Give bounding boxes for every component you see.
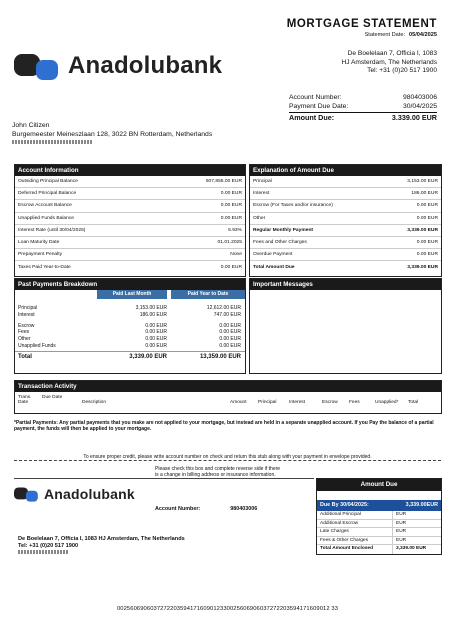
important-messages-panel	[249, 278, 442, 374]
explanation-row	[250, 200, 441, 212]
account-info-value: 0.00 EUR	[220, 264, 242, 270]
stub-amount-row	[317, 528, 441, 537]
address-change-checkbox[interactable]	[14, 462, 22, 468]
past-payment-row	[15, 343, 245, 350]
stub-amount-row	[317, 537, 441, 546]
stub-amount-row	[317, 511, 441, 520]
explanation-row	[250, 261, 441, 273]
account-info-label: Deferred Principal Balance	[18, 191, 77, 197]
past-payment-year: 0.00 EUR	[219, 342, 241, 349]
explanation-row	[250, 176, 441, 188]
past-payments-total: Total 3,339.00 EUR 13,359.00 EUR	[15, 351, 245, 362]
explanation-label: Other	[253, 215, 266, 221]
account-information-panel	[14, 164, 246, 277]
account-info-value: None	[230, 252, 242, 258]
stub-amount-label: Total Amount Enclosed	[317, 545, 393, 554]
explanation-row	[250, 249, 441, 261]
customer-address: Burgemeester Meineszlaan 128, 3022 BN Rotterdam, Netherlands	[12, 130, 213, 138]
past-payment-month: 0.00 EUR	[145, 329, 167, 336]
customer-name: John Citizen	[12, 122, 50, 129]
customer-block	[12, 122, 212, 148]
account-info-label: Prepayment Penalty	[18, 252, 63, 258]
explanation-value: 0.00 EUR	[416, 215, 438, 221]
account-info-value: 507,855.00 EUR	[205, 179, 242, 185]
past-payment-label: Interest	[18, 311, 35, 318]
past-payment-row	[15, 336, 245, 343]
explanation-label: Regular Monthly Payment	[253, 227, 314, 233]
stub-amount-due-box	[316, 478, 442, 555]
stub-divider	[14, 478, 314, 479]
past-payments-title: Past Payments Breakdown	[15, 279, 245, 290]
amount-due: 3.339.00 EUR	[391, 113, 437, 123]
bank-logo	[14, 52, 222, 80]
past-payment-year: 0.00 EUR	[219, 329, 241, 336]
transaction-columns: Trans. Date Due Date Description Amount Principal Interest Escrow Fees Unapplied* Total	[18, 395, 419, 406]
stub-redacted-scribble	[18, 550, 68, 554]
explanation-row	[250, 225, 441, 237]
statement-title: MORTGAGE STATEMENT	[286, 18, 437, 30]
past-payment-year: 747.00 EUR	[213, 311, 241, 318]
past-payment-month: 0.00 EUR	[145, 322, 167, 329]
stub-amount-value: EUR	[396, 529, 407, 535]
account-info-value: 0.00 EUR	[220, 191, 242, 197]
explanation-label: Fees and Other Charges	[253, 240, 307, 246]
logo-mark-icon	[14, 52, 62, 80]
stub-amount-row	[317, 520, 441, 529]
explanation-label: Principal	[253, 179, 272, 185]
address-change-note: Please check this box and complete reverse side if there is a change in billing address or insurance information.	[155, 466, 281, 479]
past-payment-row	[15, 312, 245, 319]
explanation-value: 0.00 EUR	[416, 240, 438, 246]
explanation-row	[250, 237, 441, 249]
account-info-value: 5.93%	[228, 227, 242, 233]
past-payment-month: 0.00 EUR	[145, 342, 167, 349]
important-messages-title: Important Messages	[250, 279, 441, 290]
account-info-row	[15, 225, 245, 237]
past-payment-label: Unapplied Funds	[18, 342, 56, 349]
account-info-label: Outsiding Principal Balance	[18, 179, 78, 185]
stub-amount-due-title: Amount Due	[317, 479, 441, 491]
stub-account-number: 980403006	[230, 506, 258, 512]
account-number: 980403006	[402, 94, 437, 101]
explanation-label: Interest	[253, 191, 270, 197]
explanation-row	[250, 188, 441, 200]
stub-brand-name: Anadolubank	[44, 486, 135, 502]
past-payment-row	[15, 323, 245, 330]
stub-logo-mark-icon	[14, 486, 40, 502]
stub-amount-row	[317, 545, 441, 554]
account-info-row	[15, 237, 245, 249]
stub-amount-label: Fees & Other Charges	[317, 537, 393, 545]
redacted-scribble	[12, 140, 92, 144]
stub-instructions: To ensure proper credit, please write account number on check and return this stub along with your payment in envelope provided.	[83, 454, 372, 460]
explanation-label: Overdue Payment	[253, 252, 293, 258]
account-summary: Account Number: 980403006 Payment Due Date: 30/04/2025 Amount Due: 3.339.00 EUR	[289, 94, 437, 123]
bank-address: De Boelelaan 7, Officia I, 1083 HJ Amsterdam, The Netherlands Tel: +31 (0)20 517 1900	[341, 50, 437, 75]
account-info-value: 0.00 EUR	[220, 215, 242, 221]
account-info-row	[15, 261, 245, 273]
past-payment-year: 12,612.00 EUR	[206, 305, 241, 311]
stub-due-by: Due By 30/04/2025: 3,339.00EUR	[317, 500, 441, 511]
past-payment-label: Other	[18, 336, 31, 343]
stub-amount-value: EUR	[396, 512, 407, 517]
account-information-title: Account Information	[15, 165, 245, 176]
past-payment-label: Principal	[18, 305, 38, 311]
past-payment-year: 0.00 EUR	[219, 322, 241, 329]
stub-amount-label: Additional Principal	[317, 511, 393, 519]
account-info-value: 01.01.2025	[217, 240, 242, 246]
account-info-label: Interest Rate (until 30/04/2025)	[18, 227, 86, 233]
account-info-row	[15, 200, 245, 212]
barcode-line: 0025606906037272203594171609012330025606906037272203594171609012 33	[116, 606, 339, 612]
explanation-row	[250, 213, 441, 225]
past-payment-label: Fees	[18, 329, 30, 336]
explanation-value: 0.00 EUR	[416, 252, 438, 258]
account-info-label: Loan Maturity Date	[18, 240, 60, 246]
past-payments-header: Paid Last Month Paid Year to Date	[15, 290, 245, 299]
account-info-row	[15, 188, 245, 200]
explanation-value: 3,153.00 EUR	[407, 179, 438, 185]
stub-account: Account Number: 980403006	[155, 506, 258, 512]
brand-name: Anadolubank	[68, 52, 223, 79]
account-info-label: Escrow Account Balance	[18, 203, 72, 209]
explanation-value: 3,339.00 EUR	[407, 227, 438, 233]
explanation-title: Explanation of Amount Due	[250, 165, 441, 176]
explanation-value: 0.00 EUR	[416, 203, 438, 209]
past-payments-panel	[14, 278, 246, 374]
explanation-panel	[249, 164, 442, 277]
past-payment-month: 186.00 EUR	[139, 311, 167, 318]
account-info-row	[15, 249, 245, 261]
past-payment-row	[15, 305, 245, 312]
explanation-label: Total Amount Due	[253, 264, 295, 270]
explanation-value: 186.00 EUR	[411, 191, 438, 197]
statement-date: Statement Date: 05/04/2025	[364, 32, 437, 38]
transaction-activity-panel	[14, 380, 442, 414]
past-payment-month: 3,153.00 EUR	[135, 305, 167, 311]
explanation-value: 3,339.00 EUR	[407, 264, 438, 270]
stub-amount-value: EUR	[396, 520, 407, 526]
transaction-activity-title: Transaction Activity	[15, 381, 441, 392]
explanation-label: Escrow (For Taxes and/or insurance)	[253, 203, 333, 209]
stub-amount-value: EUR	[396, 537, 407, 543]
past-payment-year: 0.00 EUR	[219, 336, 241, 343]
past-payment-row	[15, 329, 245, 336]
account-info-label: Taxes Paid Year-to-Date	[18, 264, 71, 270]
stub-amount-label: Additional Escrow	[317, 520, 393, 528]
past-payment-label: Escrow	[18, 322, 35, 329]
past-payment-month: 0.00 EUR	[145, 336, 167, 343]
partial-payments-note: *Partial Payments: Any partial payments that you make are not applied to your mortgage, but instead are held in a separate unapplied account. If you Pay the balance of a partial payment, the funds will then be applied to your mortgage.	[14, 420, 434, 433]
cut-line	[14, 460, 441, 461]
stub-bank-logo	[14, 486, 135, 502]
account-info-value: 0.00 EUR	[220, 203, 242, 209]
account-info-row	[15, 213, 245, 225]
due-date: 30/04/2025	[402, 102, 437, 110]
stub-address: De Boelelaan 7, Officia I, 1083 HJ Amsterdam, The Netherlands Tel: +31 (0)20 517 1900	[18, 536, 185, 557]
stub-amount-label: Late Charges	[317, 528, 393, 536]
account-info-label: Unapplied Funds Balance	[18, 215, 75, 221]
account-info-row	[15, 176, 245, 188]
stub-amount-value: 3,339.00 EUR	[396, 546, 427, 552]
